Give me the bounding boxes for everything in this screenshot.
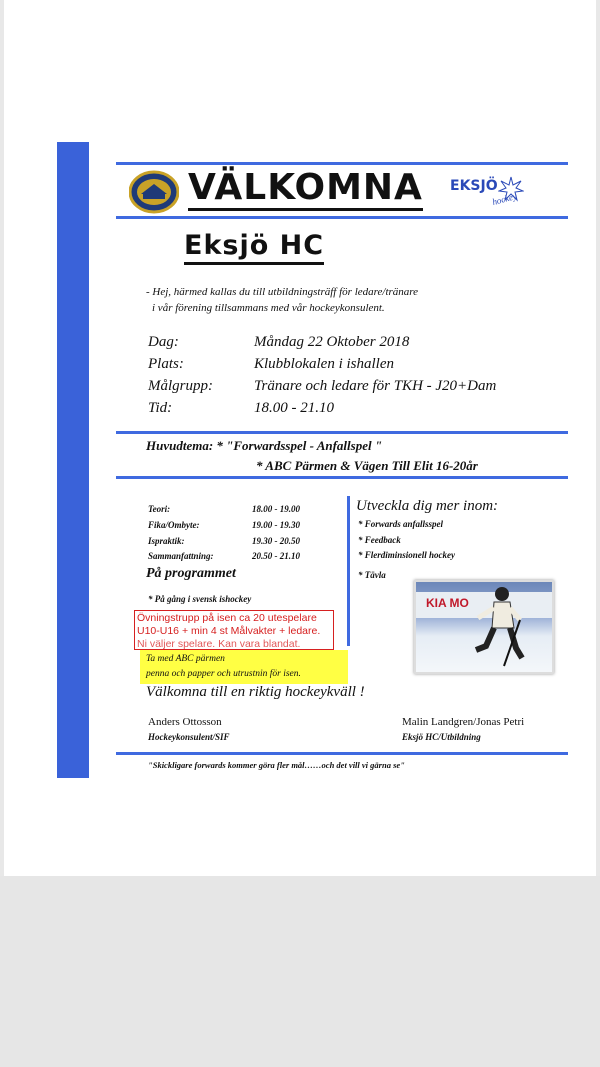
column-divider bbox=[347, 496, 350, 646]
practice-notice-line: U10-U16 + min 4 st Målvakter + ledare. bbox=[137, 625, 321, 637]
schedule-label: Fika/Ombyte: bbox=[148, 520, 200, 530]
bring-notice-line: penna och papper och utrustnin för isen. bbox=[146, 669, 301, 679]
detail-label: Tid: bbox=[148, 400, 173, 416]
signature-name: Anders Ottosson bbox=[148, 716, 222, 728]
club-crest-icon bbox=[129, 170, 179, 214]
schedule-label: Ispraktik: bbox=[148, 536, 185, 546]
photo-banner-text: KIA MO bbox=[426, 596, 469, 610]
star-burst-icon bbox=[498, 176, 524, 202]
signature-role: Eksjö HC/Utbildning bbox=[402, 732, 481, 742]
divider-line bbox=[116, 431, 568, 434]
theme-line-1: Huvudtema: * "Forwardsspel - Anfallspel " bbox=[146, 438, 383, 453]
bring-notice-box bbox=[140, 650, 348, 684]
develop-item: * Forwards anfallsspel bbox=[358, 519, 444, 529]
divider-line bbox=[116, 752, 568, 755]
develop-item: * Tävla bbox=[358, 570, 386, 580]
schedule-label: Sammanfattning: bbox=[148, 551, 214, 561]
practice-notice-line: Övningstrupp på isen ca 20 utespelare bbox=[137, 612, 317, 624]
intro-line-2: i vår förening tillsammans med vår hockeykonsulent. bbox=[152, 302, 385, 314]
bring-notice-line: Ta med ABC pärmen bbox=[146, 654, 225, 664]
logo-text: EKSJÖ bbox=[450, 178, 498, 194]
develop-item: * Flerdiminsionell hockey bbox=[358, 550, 456, 560]
signature-role: Hockeykonsulent/SIF bbox=[148, 732, 230, 742]
closing-quote: "Skickligare forwards kommer göra fler mål……och det vill vi gärna se" bbox=[148, 760, 405, 770]
schedule-time: 18.00 - 19.00 bbox=[252, 504, 300, 514]
bottom-background bbox=[0, 876, 600, 1067]
program-item: * På gång i svensk ishockey bbox=[148, 594, 252, 604]
schedule-time: 19.00 - 19.30 bbox=[252, 520, 300, 530]
welcome-text: Välkomna till en riktig hockeykväll ! bbox=[146, 684, 365, 700]
eksjo-hockey-logo bbox=[450, 176, 526, 212]
detail-value: Måndag 22 Oktober 2018 bbox=[254, 334, 410, 350]
detail-value: 18.00 - 21.10 bbox=[254, 400, 334, 416]
schedule-label: Teori: bbox=[148, 504, 171, 514]
theme-line-2: * ABC Pärmen & Vägen Till Elit 16-20år bbox=[256, 458, 478, 473]
schedule-time: 19.30 - 20.50 bbox=[252, 536, 300, 546]
detail-value: Tränare och ledare för TKH - J20+Dam bbox=[254, 378, 497, 394]
develop-item: * Feedback bbox=[358, 535, 401, 545]
detail-value: Klubblokalen i ishallen bbox=[254, 356, 394, 372]
schedule-time: 20.50 - 21.10 bbox=[252, 551, 300, 561]
detail-label: Dag: bbox=[148, 334, 179, 350]
divider-line bbox=[116, 476, 568, 479]
practice-notice-box bbox=[134, 610, 334, 650]
document-page bbox=[4, 0, 596, 876]
hockey-player-photo bbox=[414, 580, 554, 674]
club-name: Eksjö HC bbox=[184, 230, 324, 265]
detail-label: Plats: bbox=[148, 356, 184, 372]
practice-notice-line: Ni väljer spelare. Kan vara blandat. bbox=[137, 638, 301, 650]
logo-subtext: hockey bbox=[491, 190, 518, 208]
divider-line bbox=[116, 216, 568, 219]
intro-line-1: - Hej, härmed kallas du till utbildningsträff för ledare/tränare bbox=[146, 286, 419, 298]
develop-heading: Utveckla dig mer inom: bbox=[356, 498, 499, 514]
program-heading: På programmet bbox=[146, 566, 236, 581]
signature-name: Malin Landgren/Jonas Petri bbox=[402, 716, 525, 728]
page-title: VÄLKOMNA bbox=[188, 168, 423, 211]
hockey-player-icon bbox=[464, 584, 534, 668]
detail-label: Målgrupp: bbox=[148, 378, 213, 394]
left-blue-bar bbox=[57, 142, 89, 778]
divider-line bbox=[116, 162, 568, 165]
